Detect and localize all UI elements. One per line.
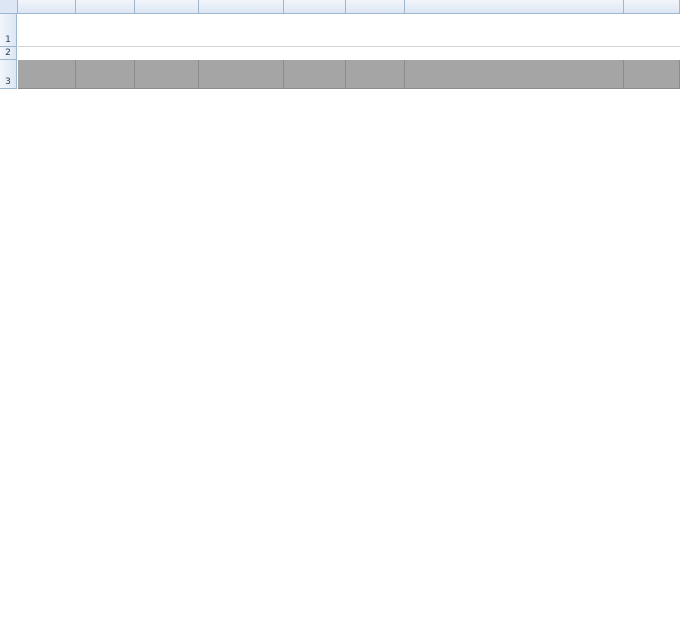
header-media[interactable] [135, 60, 199, 89]
header-tags[interactable] [284, 60, 346, 89]
select-all-corner[interactable] [0, 0, 18, 14]
column-header-d[interactable] [199, 0, 284, 14]
column-header-f[interactable] [346, 0, 405, 14]
row-header-1[interactable]: 1 [0, 14, 17, 47]
header-extra[interactable] [624, 60, 680, 89]
column-header-b[interactable] [76, 0, 135, 14]
sheet-title[interactable] [18, 15, 680, 47]
column-header-bar [0, 0, 680, 14]
column-header-a[interactable] [18, 0, 76, 14]
row-header-2[interactable]: 2 [0, 47, 17, 60]
column-header-c[interactable] [135, 0, 199, 14]
row-header-3[interactable]: 3 [0, 60, 17, 89]
header-publish-day[interactable] [18, 60, 76, 89]
column-header-h[interactable] [624, 0, 680, 14]
header-venue[interactable] [76, 60, 135, 89]
header-category[interactable] [199, 60, 284, 89]
column-header-g[interactable] [405, 0, 624, 14]
header-author[interactable] [346, 60, 405, 89]
blank-row[interactable] [18, 47, 680, 61]
header-topic-title[interactable] [405, 60, 624, 89]
column-header-e[interactable] [284, 0, 346, 14]
